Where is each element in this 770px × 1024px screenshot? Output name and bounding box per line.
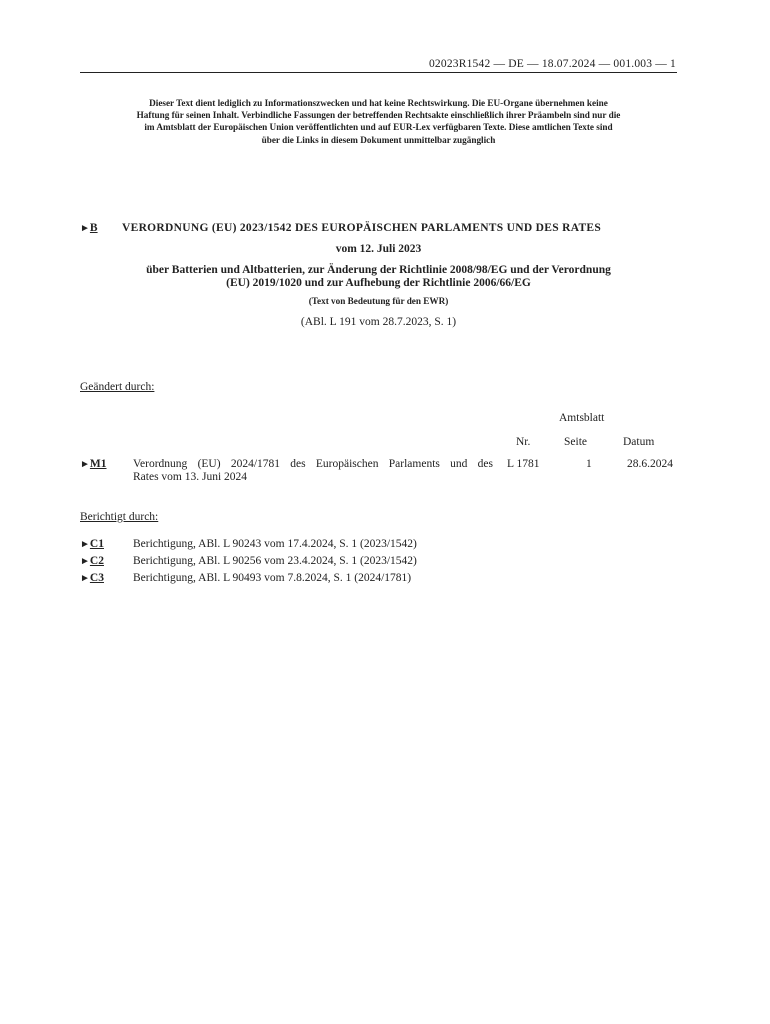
amended-by-label: Geändert durch: [80,381,155,393]
amendment-datum: 28.6.2024 [627,458,673,470]
document-id: 02023R1542 — DE — 18.07.2024 — 001.003 — 1 [428,58,676,70]
correction-marker [80,538,104,550]
arrow-right-icon: ► [80,539,90,550]
correction-text: Berichtigung, ABl. L 90256 vom 23.4.2024, S. 1 (2023/1542) [133,555,417,567]
arrow-right-icon: ► [80,459,90,470]
amendment-text-line: Verordnung (EU) 2024/1781 des Europäischen Parlaments und des [133,458,493,470]
base-act-marker [80,222,98,234]
disclaimer-line: Haftung für seinen Inhalt. Verbindliche Fassungen der betreffenden Rechtsakte einschließlich ihrer Präambeln sind nur die [136,110,621,121]
correction-text: Berichtigung, ABl. L 90243 vom 17.4.2024, S. 1 (2023/1542) [133,538,417,550]
correction-link-c3[interactable]: C3 [89,572,104,584]
arrow-right-icon: ► [80,573,90,584]
amendment-text-line: Rates vom 13. Juni 2024 [133,470,248,483]
subject-line: (EU) 2019/1020 und zur Aufhebung der Richtlinie 2006/66/EG [226,276,531,289]
disclaimer-line: über die Links in diesem Dokument unmittelbar zugänglich [261,134,496,145]
amendment-nr: L 1781 [507,458,540,470]
official-journal-reference: (ABl. L 191 vom 28.7.2023, S. 1) [300,316,457,328]
correction-text: Berichtigung, ABl. L 90493 vom 7.8.2024, S. 1 (2024/1781) [133,572,412,584]
amendment-description [133,458,493,483]
amendment-link-m1[interactable]: M1 [89,458,107,470]
regulation-title: VERORDNUNG (EU) 2023/1542 DES EUROPÄISCHEN PARLAMENTS UND DES RATES [122,222,602,234]
regulation-date: vom 12. Juli 2023 [335,243,422,255]
correction-link-c1[interactable]: C1 [89,538,104,550]
column-header-nr: Nr. [516,436,531,448]
correction-marker [80,555,104,567]
column-header-seite: Seite [564,436,587,448]
disclaimer-line: Dieser Text dient lediglich zu Informationszwecken und hat keine Rechtswirkung. Die EU-Organe übernehmen keine [149,98,608,108]
regulation-subject [80,264,677,289]
correction-link-c2[interactable]: C2 [89,555,104,567]
disclaimer [80,97,677,146]
ewr-note: (Text von Bedeutung für den EWR) [308,296,449,306]
base-act-link[interactable]: B [89,222,98,234]
amendment-marker [80,458,107,470]
corrected-by-label: Berichtigt durch: [80,511,159,523]
column-header-datum: Datum [623,436,655,448]
official-journal-header: Amtsblatt [559,412,605,424]
arrow-right-icon: ► [80,223,90,234]
amendment-seite: 1 [586,458,592,470]
disclaimer-line: im Amtsblatt der Europäischen Union veröffentlichten und auf EUR-Lex verfügbaren Texte. Diese amtlichen Texte sind [144,122,613,133]
arrow-right-icon: ► [80,556,90,567]
subject-line: über Batterien und Altbatterien, zur Änderung der Richtlinie 2008/98/EG und der Verordnung [146,264,611,276]
correction-marker [80,572,104,584]
header-divider [80,72,677,73]
